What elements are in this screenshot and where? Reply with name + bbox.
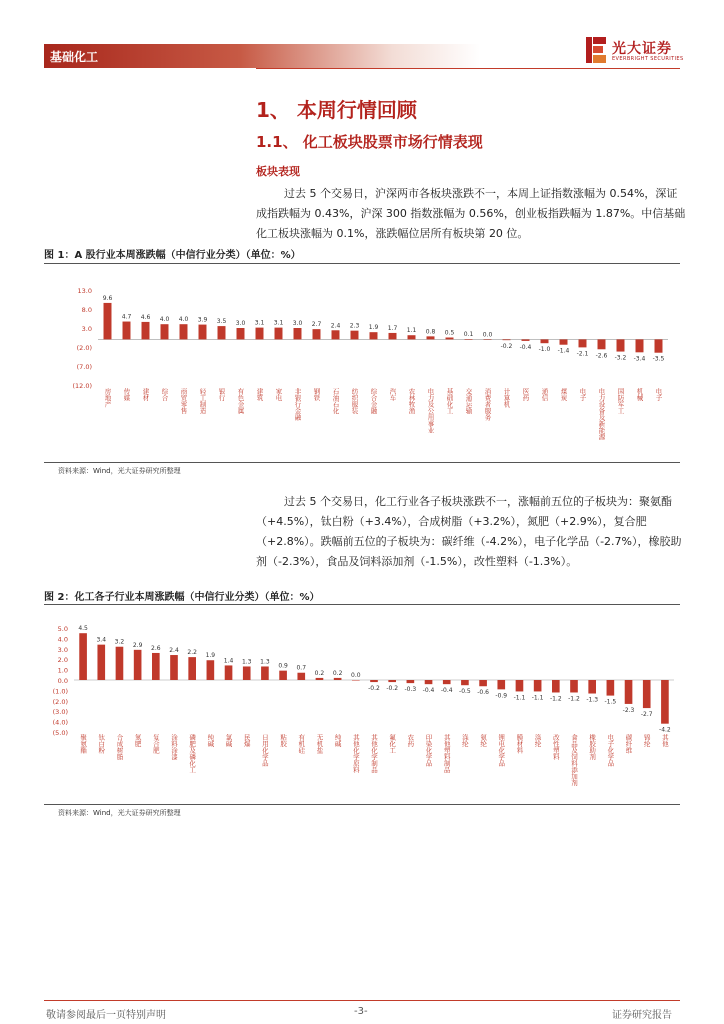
bar xyxy=(334,678,342,680)
bar xyxy=(170,655,178,680)
bar xyxy=(370,332,378,339)
category-label: 家电 xyxy=(274,388,283,401)
category-label: 综合 xyxy=(160,388,169,401)
bar xyxy=(352,680,360,681)
figure1-title: 图 1：A 股行业本周涨跌幅（中信行业分类）（单位：%） xyxy=(44,250,301,261)
bar xyxy=(570,680,578,692)
y-tick-label: 5.0 xyxy=(57,625,68,633)
bar xyxy=(142,322,150,339)
y-tick-label: 8.0 xyxy=(81,306,92,314)
category-label: 纺织服装 xyxy=(350,388,359,414)
category-label: 纯碱 xyxy=(206,734,215,747)
category-label: 磷肥及磷化工 xyxy=(188,734,197,773)
bar xyxy=(279,671,287,680)
data-label: 1.3 xyxy=(260,658,270,666)
data-label: 1.9 xyxy=(368,324,379,332)
data-label: -1.1 xyxy=(513,694,526,702)
data-label: -1.2 xyxy=(549,695,562,703)
y-tick-label: (5.0) xyxy=(52,729,68,737)
category-label: 电子 xyxy=(654,388,663,401)
data-label: -3.5 xyxy=(652,355,665,363)
figure2-chart xyxy=(44,612,680,804)
bar xyxy=(97,645,105,680)
category-label: 轻工制造 xyxy=(198,388,207,414)
bar xyxy=(351,331,359,340)
bar xyxy=(446,338,454,340)
category-label: 综合金融 xyxy=(369,388,378,414)
category-label: 粘胶 xyxy=(279,734,288,747)
bar xyxy=(625,680,633,704)
data-label: 3.1 xyxy=(254,319,265,327)
category-label: 锦纶 xyxy=(642,734,651,747)
bar xyxy=(497,680,505,689)
bar xyxy=(275,328,283,340)
category-label: 电力设备及新能源 xyxy=(597,388,606,440)
category-label: 氟化工 xyxy=(388,734,397,754)
bar xyxy=(388,680,396,682)
bar xyxy=(237,328,245,339)
bar xyxy=(332,330,340,339)
category-label: 其他 xyxy=(660,734,669,747)
category-label: 氮肥 xyxy=(133,734,142,747)
heading-section: 1、 本周行情回顾 xyxy=(256,98,417,122)
bar xyxy=(225,665,233,680)
figure1-bottom-rule xyxy=(44,462,680,463)
category-label: 复合肥 xyxy=(151,734,160,754)
data-label: -2.1 xyxy=(576,350,589,358)
category-label: 非银行金融 xyxy=(293,388,302,421)
category-label: 电子 xyxy=(578,388,587,401)
data-label: 3.1 xyxy=(273,319,284,327)
bar xyxy=(579,339,587,347)
paragraph-subsector-summary: 过去 5 个交易日，化工行业各子板块涨跌不一，涨幅前五位的子板块为：聚氨酯（+4.5%），钛白粉（+3.4%），合成树脂（+3.2%），氮肥（+2.9%），复合肥（+2.8%）。跌幅前五位的子板块为：碳纤维（-4.2%），电子化学品（-2.7%），橡胶助剂（-2.3%），食品及饲料添加剂（-1.5%），改性塑料（-1.3%）。 xyxy=(256,495,682,568)
brand-name-en: EVERBRIGHT SECURITIES xyxy=(612,56,684,62)
category-label: 建筑 xyxy=(255,388,264,401)
data-label: 3.2 xyxy=(114,638,125,646)
bar xyxy=(598,339,606,349)
data-label: -2.6 xyxy=(595,352,608,360)
bar xyxy=(256,328,264,340)
data-label: 1.3 xyxy=(241,658,252,666)
data-label: 0.1 xyxy=(463,331,474,339)
figure2-top-rule xyxy=(44,604,680,605)
data-label: -1.3 xyxy=(586,696,599,704)
data-label: 2.6 xyxy=(151,644,161,652)
bar xyxy=(294,328,302,339)
category-label: 涤纶 xyxy=(460,734,469,747)
brand-logo-icon xyxy=(586,37,606,63)
category-label: 其他化学原料 xyxy=(351,734,360,773)
category-label: 通信 xyxy=(540,388,549,401)
data-label: 4.0 xyxy=(159,316,170,324)
category-label: 房地产 xyxy=(103,388,112,408)
category-label: 商贸零售 xyxy=(179,388,188,414)
category-label: 日用化学品 xyxy=(260,734,269,767)
category-label: 氯碱 xyxy=(224,734,233,747)
category-label: 电力及公用事业 xyxy=(426,388,435,434)
data-label: 0.5 xyxy=(444,329,455,337)
bar xyxy=(617,339,625,351)
bar xyxy=(588,680,596,694)
bar xyxy=(636,339,644,352)
category-label: 计算机 xyxy=(502,388,511,408)
y-tick-label: 3.0 xyxy=(81,325,92,333)
y-tick-label: (3.0) xyxy=(52,708,68,717)
data-label: 1.9 xyxy=(205,652,216,660)
bar xyxy=(479,680,487,686)
category-label: 纯碱 xyxy=(333,734,342,747)
bar xyxy=(370,680,378,682)
bar xyxy=(261,666,269,680)
y-tick-label: (12.0) xyxy=(72,382,92,390)
bar xyxy=(134,650,142,680)
bar xyxy=(541,339,549,343)
category-label: 建材 xyxy=(141,388,150,401)
bar xyxy=(534,680,542,691)
data-label: 2.3 xyxy=(349,322,360,330)
category-label: 钢铁 xyxy=(312,388,321,401)
data-label: 0.0 xyxy=(351,672,361,679)
category-label: 其他化学制品 xyxy=(370,734,378,773)
data-label: 0.9 xyxy=(278,662,288,670)
data-label: 2.9 xyxy=(132,641,143,649)
category-label: 碳纤维 xyxy=(624,734,633,754)
bar xyxy=(661,680,669,724)
y-tick-label: 0.0 xyxy=(57,677,68,685)
bar xyxy=(407,680,415,683)
bar xyxy=(161,324,169,339)
category-label: 涂料涂漆 xyxy=(170,734,178,760)
data-label: -4.2 xyxy=(659,726,671,734)
y-tick-label: (2.0) xyxy=(76,344,92,352)
data-label: -1.0 xyxy=(538,346,551,354)
y-tick-label: (4.0) xyxy=(52,718,68,727)
figure1-source: 资料来源：Wind，光大证券研究所整理 xyxy=(58,467,181,475)
category-label: 消费者服务 xyxy=(483,388,492,421)
bar xyxy=(199,325,207,340)
bar xyxy=(425,680,433,684)
bar xyxy=(607,680,615,696)
bar xyxy=(427,336,435,339)
category-label: 国防军工 xyxy=(616,388,625,414)
bar xyxy=(516,680,524,691)
bar xyxy=(443,680,451,684)
category-label: 氨纶 xyxy=(479,734,488,747)
bar xyxy=(188,657,196,680)
bar xyxy=(104,303,112,339)
category-label: 印染化学品 xyxy=(424,734,433,767)
data-label: -3.4 xyxy=(633,355,646,363)
data-label: -1.2 xyxy=(568,695,580,703)
category-label: 涤纶 xyxy=(533,734,542,747)
bar xyxy=(297,673,305,680)
data-label: -1.1 xyxy=(531,694,544,702)
bar xyxy=(522,339,530,341)
footer-disclaimer: 敬请参阅最后一页特别声明 xyxy=(46,1010,166,1021)
bar xyxy=(243,666,251,680)
bar xyxy=(484,339,492,340)
bar xyxy=(503,339,511,340)
figure1-top-rule xyxy=(44,263,680,264)
data-label: 3.0 xyxy=(292,320,303,327)
data-label: 0.7 xyxy=(296,664,307,672)
bar xyxy=(207,660,215,680)
data-label: -0.2 xyxy=(368,685,380,693)
bar xyxy=(123,322,131,340)
bar xyxy=(552,680,560,692)
bar xyxy=(116,647,124,680)
category-label: 农药 xyxy=(406,734,415,747)
figure2-bottom-rule xyxy=(44,804,680,805)
heading-topic: 板块表现 xyxy=(256,165,300,178)
brand-name-cn: 光大证券 xyxy=(612,41,672,57)
data-label: 9.6 xyxy=(102,294,113,302)
data-label: -2.3 xyxy=(622,706,635,714)
category-label: 石油石化 xyxy=(331,388,340,414)
data-label: 0.0 xyxy=(482,331,493,339)
data-label: -0.4 xyxy=(440,687,453,695)
category-label: 无机盐 xyxy=(315,734,324,754)
header-rule xyxy=(256,68,680,69)
data-label: 2.2 xyxy=(187,649,197,657)
data-label: -0.9 xyxy=(495,692,508,700)
data-label: 2.4 xyxy=(330,322,341,330)
bar xyxy=(316,678,324,680)
category-label: 机械 xyxy=(635,388,644,401)
data-label: 4.7 xyxy=(121,313,132,321)
bar xyxy=(152,653,160,680)
y-tick-label: 3.0 xyxy=(57,645,68,654)
category-label: 交通运输 xyxy=(464,388,473,414)
category-label: 有色金属 xyxy=(236,388,245,414)
data-label: -0.5 xyxy=(459,688,471,696)
category-label: 电子化学品 xyxy=(606,734,615,767)
data-label: -3.2 xyxy=(614,354,627,362)
category-label: 农林牧渔 xyxy=(407,388,416,414)
data-label: 3.9 xyxy=(197,316,208,324)
paragraph-market-summary: 过去 5 个交易日，沪深两市各板块涨跌不一，本周上证指数涨幅为 0.54%，深证成指跌幅为 0.43%，沪深 300 指数涨幅为 0.56%，创业板指跌幅为 1.87%。中信基础化工板块涨幅为 0.1%，涨跌幅位居所有板块第 20 位。 xyxy=(256,187,686,240)
bar xyxy=(313,329,321,339)
data-label: -0.6 xyxy=(477,689,489,697)
data-label: -0.2 xyxy=(386,685,399,693)
heading-subsection: 1.1、 化工板块股票市场行情表现 xyxy=(256,133,483,151)
data-label: 3.0 xyxy=(235,320,246,327)
bar xyxy=(643,680,651,708)
bar xyxy=(560,339,568,344)
y-tick-label: 1.0 xyxy=(57,666,68,675)
data-label: 0.8 xyxy=(425,328,436,336)
y-tick-label: (7.0) xyxy=(76,363,92,371)
category-label: 合成树脂 xyxy=(115,734,124,760)
data-label: 3.4 xyxy=(96,636,107,644)
y-tick-label: (2.0) xyxy=(52,697,68,706)
bar xyxy=(655,339,663,352)
category-label: 银行 xyxy=(217,388,226,401)
category-label: 锂电化学品 xyxy=(497,734,506,767)
data-label: 4.6 xyxy=(140,313,151,321)
category-label: 基础化工 xyxy=(445,388,454,414)
category-label: 食品及饲料添加剂 xyxy=(570,734,578,786)
data-label: 0.2 xyxy=(314,669,325,677)
header-section-label: 基础化工 xyxy=(50,50,99,64)
header-section-band xyxy=(44,44,480,68)
footer-rule xyxy=(44,1000,680,1001)
data-label: 2.4 xyxy=(169,647,179,655)
figure2-title: 图 2：化工各子行业本周涨跌幅（中信行业分类）（单位：%） xyxy=(44,592,320,603)
bar xyxy=(389,333,397,339)
bar xyxy=(465,339,473,340)
y-tick-label: 2.0 xyxy=(57,656,68,665)
data-label: 1.7 xyxy=(387,324,398,332)
data-label: 2.7 xyxy=(311,321,322,329)
category-label: 医药 xyxy=(521,388,530,401)
bar xyxy=(408,335,416,339)
data-label: 4.0 xyxy=(178,316,189,324)
data-label: -1.5 xyxy=(604,698,617,706)
category-label: 膜材料 xyxy=(515,734,524,754)
category-label: 民爆 xyxy=(242,734,251,747)
figure2-source: 资料来源：Wind，光大证券研究所整理 xyxy=(58,809,181,817)
data-label: -0.4 xyxy=(422,687,435,695)
category-label: 聚氨酯 xyxy=(79,734,88,754)
category-label: 传媒 xyxy=(122,388,131,401)
data-label: 1.1 xyxy=(406,327,417,335)
y-tick-label: 4.0 xyxy=(57,635,68,644)
data-label: -2.7 xyxy=(640,711,653,719)
data-label: 3.5 xyxy=(216,318,227,326)
bar xyxy=(180,324,188,339)
bar xyxy=(461,680,469,685)
data-label: -1.4 xyxy=(557,347,570,355)
category-label: 钛白粉 xyxy=(97,734,106,754)
category-label: 其他塑料制品 xyxy=(442,734,451,773)
data-label: 4.5 xyxy=(78,625,88,633)
category-label: 煤炭 xyxy=(559,388,568,401)
footer-page-number: -3- xyxy=(354,1006,368,1017)
y-tick-label: 13.0 xyxy=(77,287,92,295)
category-label: 改性塑料 xyxy=(551,734,560,760)
data-label: -0.3 xyxy=(404,686,417,694)
data-label: -0.2 xyxy=(500,343,513,351)
footer-report-type: 证券研究报告 xyxy=(612,1010,672,1021)
bar xyxy=(218,326,226,339)
category-label: 有机硅 xyxy=(297,734,306,754)
figure1-chart xyxy=(44,270,680,462)
category-label: 橡胶助剂 xyxy=(588,734,597,760)
bar xyxy=(79,633,87,680)
data-label: 0.2 xyxy=(332,669,343,677)
data-label: -0.4 xyxy=(519,343,532,351)
data-label: 1.4 xyxy=(223,657,234,665)
category-label: 汽车 xyxy=(388,388,397,401)
y-tick-label: (1.0) xyxy=(52,687,68,696)
